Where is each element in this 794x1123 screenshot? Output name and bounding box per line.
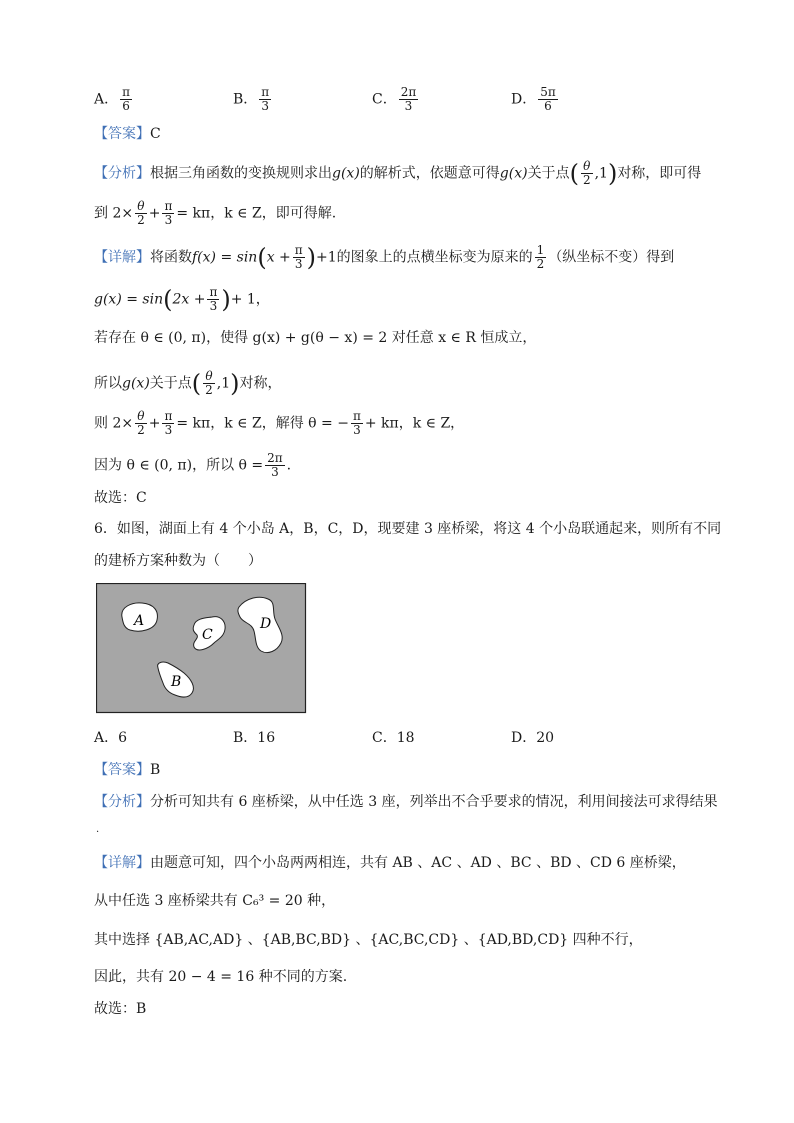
q5-option-b: B． $\frac{\pi}{3}$ bbox=[233, 85, 270, 113]
q6-option-b: B．16 bbox=[233, 730, 276, 746]
island-label-a: A bbox=[134, 613, 145, 629]
q6-detail-line3: 其中选择 {AB,AC,AD} 、{AB,BC,BD} 、{AC,BC,CD} 、{AD,BD,CD} 四种不行， bbox=[94, 932, 643, 948]
q5-detail-line6: 因为 θ ∈ (0, π)，所以 θ = $\frac{2\pi}{3}$ . bbox=[94, 451, 292, 479]
q6-stem-line2: 的建桥方案种数为（ ） bbox=[94, 553, 262, 569]
q6-analysis-dot: . bbox=[96, 824, 100, 835]
q5-detail-line5: 则 2× $\frac{\theta}{2}$ + $\frac{\pi}{3}$ = kπ，k ∈ Z，解得 θ = − $\frac{\pi}{3}$ + kπ，k ∈ Z， bbox=[94, 409, 465, 437]
q6-answer: 【答案】B bbox=[94, 762, 161, 778]
q6-choose: 故选：B bbox=[94, 1001, 147, 1017]
q6-detail-line2: 从中任选 3 座桥梁共有 C₆³ = 20 种， bbox=[94, 893, 336, 909]
q5-option-c: C． $\frac{2\pi}{3}$ bbox=[372, 85, 417, 113]
analysis-tag: 【分析】 bbox=[94, 165, 150, 182]
island-label-d: D bbox=[260, 616, 272, 632]
analysis-tag: 【分析】 bbox=[94, 794, 150, 810]
q6-option-d: D．20 bbox=[511, 730, 555, 746]
q5-analysis-line2: 到 2× $\frac{\theta}{2}$ + $\frac{\pi}{3}$ = kπ，k ∈ Z，即可得解. bbox=[94, 199, 337, 227]
q6-detail-line1: 【详解】由题意可知，四个小岛两两相连，共有 AB 、AC 、AD 、BC 、BD 、CD 6 座桥梁， bbox=[94, 855, 686, 871]
q5-option-a: A． $\frac{\pi}{6}$ bbox=[94, 85, 131, 113]
q5-answer: 【答案】C bbox=[94, 126, 161, 142]
island-label-c: C bbox=[202, 627, 213, 643]
lake-islands-figure bbox=[96, 583, 307, 714]
q6-analysis: 【分析】分析可知共有 6 座桥梁，从中任选 3 座，列举出不合乎要求的情况，利用间接法可求得结果 bbox=[94, 794, 718, 810]
q6-detail-line4: 因此，共有 20 − 4 = 16 种不同的方案. bbox=[94, 969, 348, 985]
q6-stem-line1: 6．如图，湖面上有 4 个小岛 A，B，C，D，现要建 3 座桥梁，将这 4 个小岛联通起来，则所有不同 bbox=[94, 521, 722, 537]
answer-tag: 【答案】 bbox=[94, 126, 150, 142]
q5-detail-line3: 若存在 θ ∈ (0, π)，使得 g(x) + g(θ − x) = 2 对任意 x ∈ R 恒成立， bbox=[94, 330, 537, 346]
q5-detail-line2: g(x) = sin(2x + $\frac{\pi}{3}$ )+ 1， bbox=[94, 285, 270, 314]
q6-option-c: C．18 bbox=[372, 730, 415, 746]
island-label-b: B bbox=[171, 674, 182, 690]
detail-tag: 【详解】 bbox=[94, 249, 150, 266]
detail-tag: 【详解】 bbox=[94, 855, 150, 871]
q5-detail-line4: 所以g(x)关于点( $\frac{\theta}{2}$ ,1)对称， bbox=[94, 369, 282, 398]
q6-option-a: A．6 bbox=[94, 730, 128, 746]
answer-tag: 【答案】 bbox=[94, 762, 150, 778]
q5-option-d: D． $\frac{5\pi}{6}$ bbox=[511, 85, 556, 113]
q5-analysis-line1: 【分析】根据三角函数的变换规则求出g(x)的解析式，依题意可得g(x)关于点( $\frac{\theta}{2}$ ,1)对称，即可得 bbox=[94, 159, 702, 188]
q5-detail-line1: 【详解】将函数f(x) = sin(x + $\frac{\pi}{3}$ )+1的图象上的点横坐标变为原来的 $\frac{1}{2}$ （纵坐标不变）得到 bbox=[94, 243, 675, 272]
q5-choose: 故选：C bbox=[94, 490, 147, 506]
